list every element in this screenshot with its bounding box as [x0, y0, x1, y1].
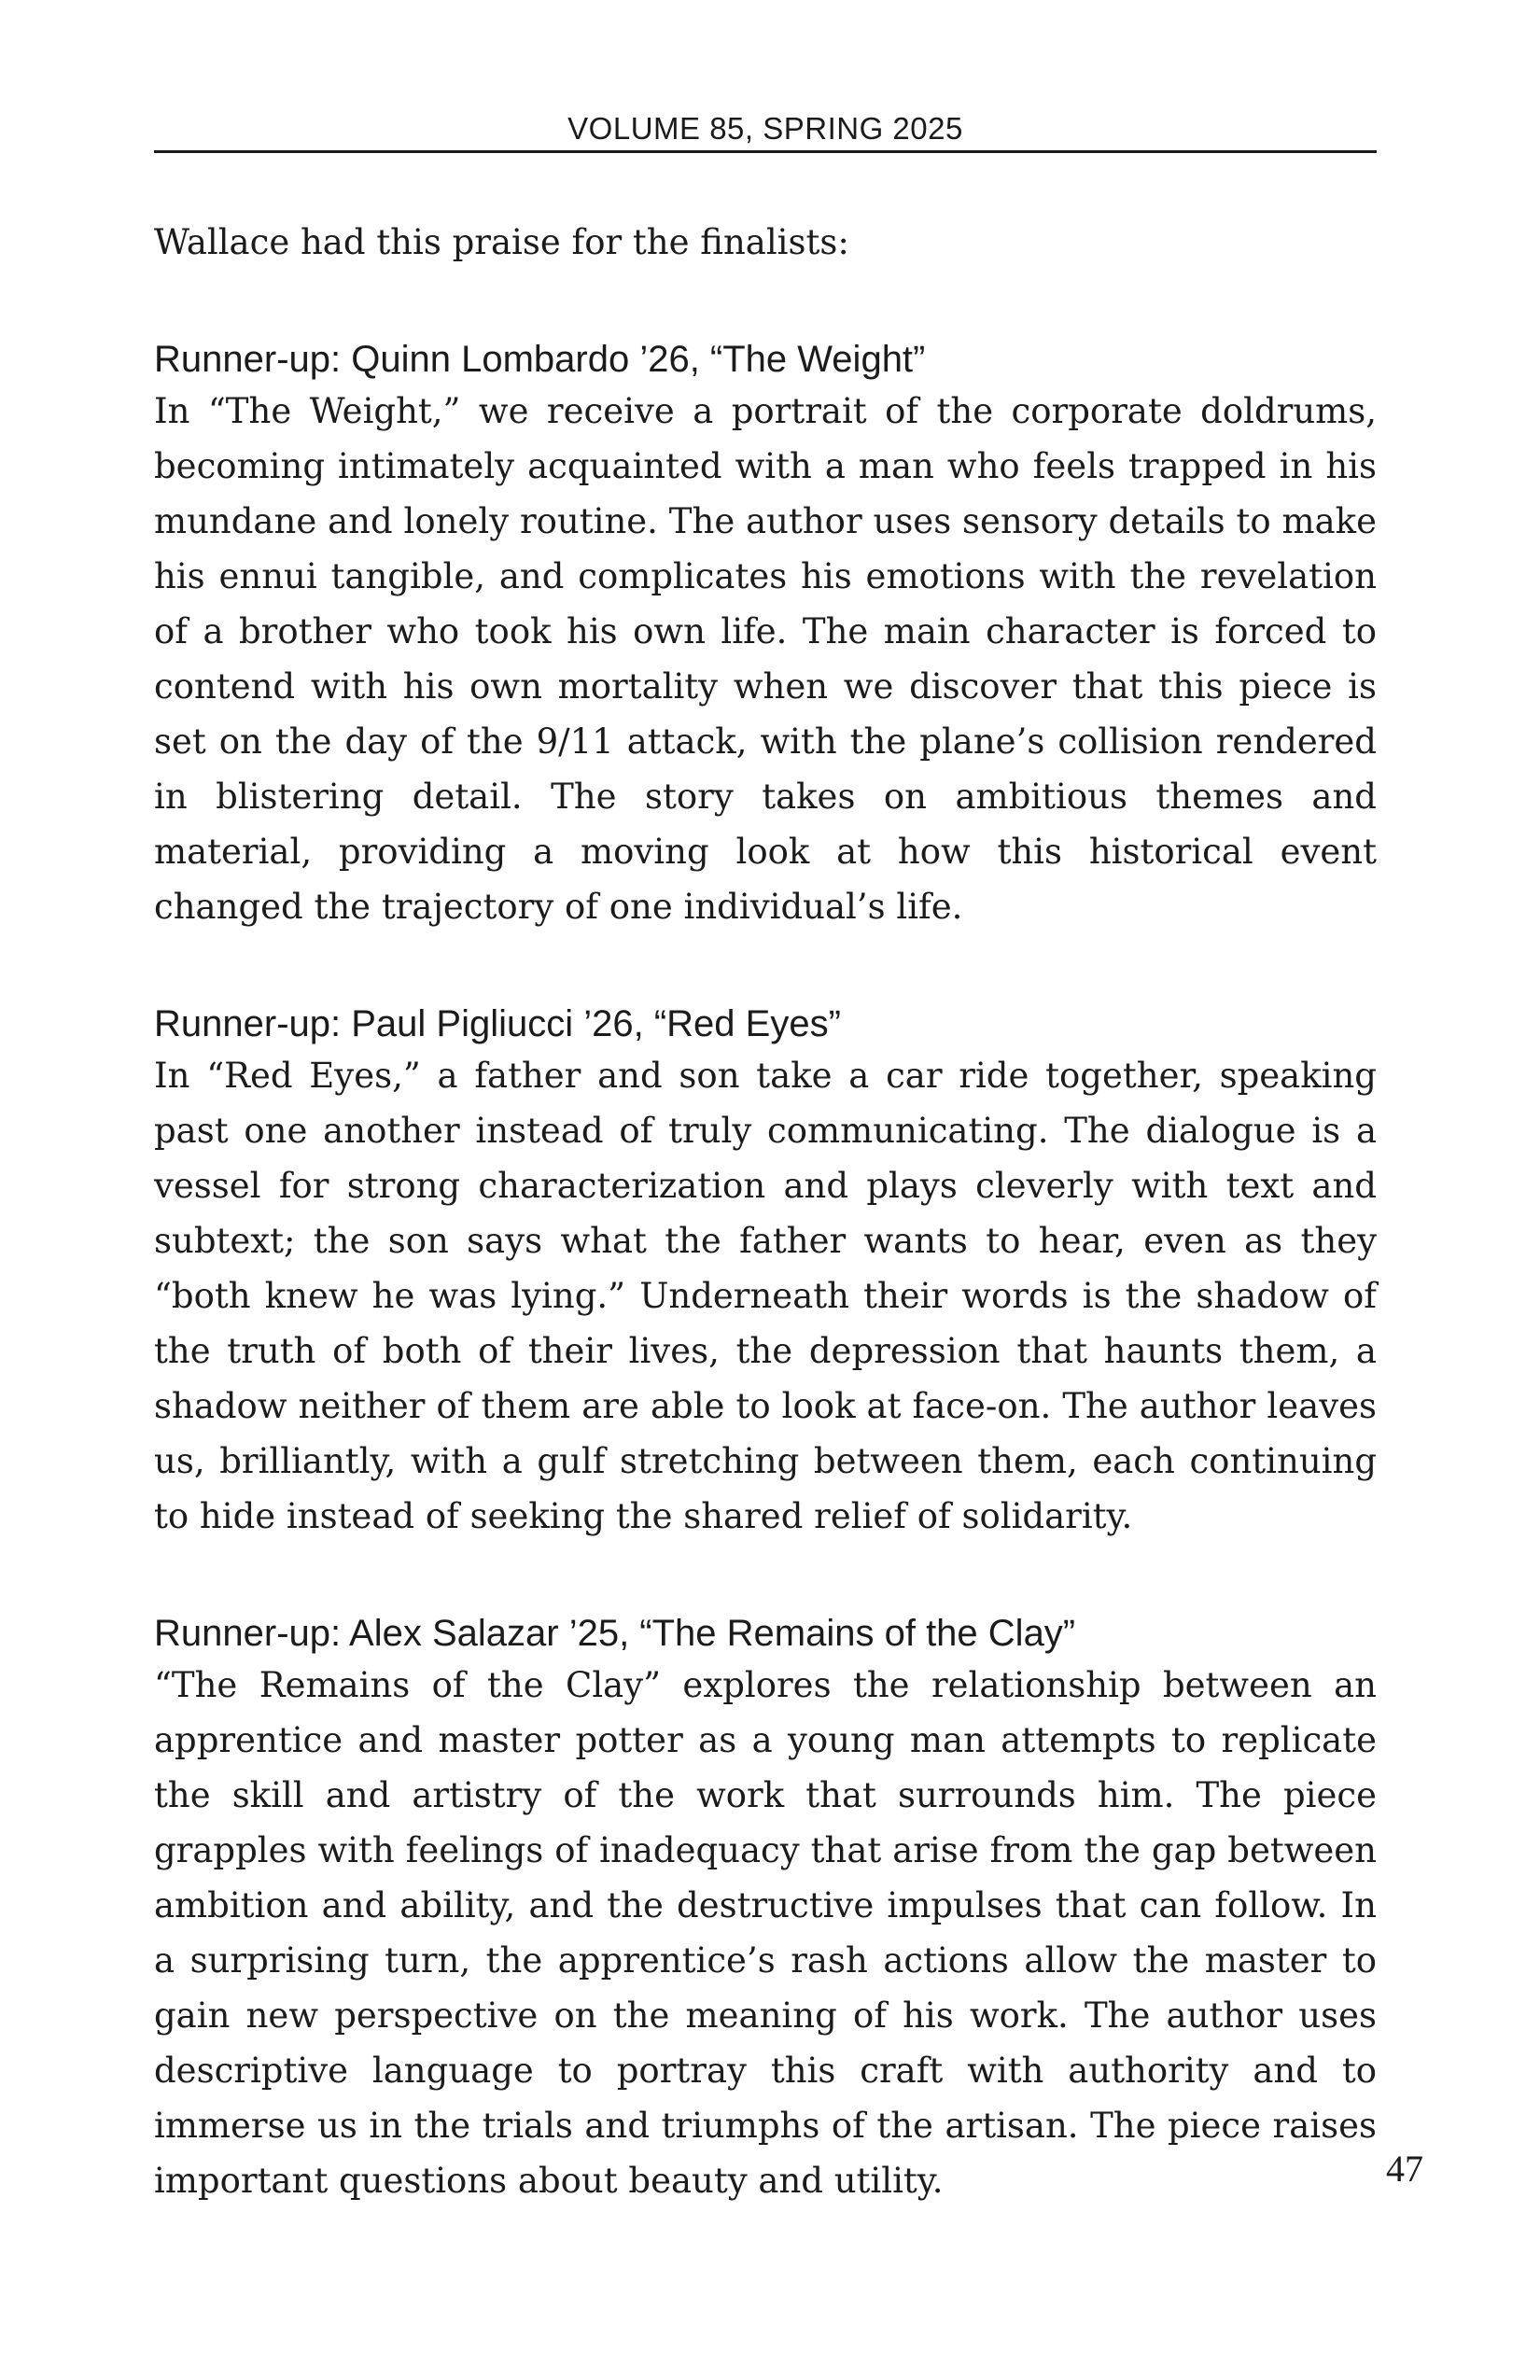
running-head: VOLUME 85, SPRING 2025: [567, 111, 963, 146]
header-rule: [154, 150, 1377, 153]
entry-the-weight: [154, 335, 1377, 934]
entry-remains-of-the-clay: [154, 1609, 1377, 2208]
entry-heading: Runner-up: Alex Salazar ’25, “The Remains of the Clay”: [154, 1613, 1076, 1654]
entry-heading: Runner-up: Quinn Lombardo ’26, “The Weight”: [154, 339, 926, 380]
entry-heading: Runner-up: Paul Pigliucci ’26, “Red Eyes”: [154, 1003, 841, 1044]
entry-body: In “Red Eyes,” a father and son take a car ride together, speaking past one another instead of truly communicating. The dialogue is a vessel for strong characterization and plays cleverly with text and subtext; the son says what the father wants to hear, even as they “both knew he was lying.” Underneath their words is the shadow of the truth of both of their lives, the depression that haunts them, a shadow neither of them are able to look at face-on. The author leaves us, brilliantly, with a gulf stretching between them, each continuing to hide instead of seeking the shared relief of solidarity.: [154, 1056, 1377, 1536]
intro-paragraph: Wallace had this praise for the finalists:: [154, 222, 849, 262]
page-content: [154, 215, 1377, 2274]
entry-body: “The Remains of the Clay” explores the relationship between an apprentice and master potter as a young man attempts to replicate the skill and artistry of the work that surrounds him. The piece grapples with feelings of inadequacy that arise from the gap between ambition and ability, and the destructive impulses that can follow. In a surprising turn, the apprentice’s rash actions allow the master to gain new perspective on the meaning of his work. The author uses descriptive language to portray this craft with authority and to immerse us in the trials and triumphs of the artisan. The piece raises important questions about beauty and utility.: [154, 1665, 1377, 2201]
entry-body: In “The Weight,” we receive a portrait of the corporate doldrums, becoming intimately acquainted with a man who feels trapped in his mundane and lonely routine. The author uses sensory details to make his ennui tangible, and complicates his emotions with the revelation of a brother who took his own life. The main character is forced to contend with his own mortality when we discover that this piece is set on the day of the 9/11 attack, with the plane’s collision rendered in blistering detail. The story takes on ambitious themes and material, providing a moving look at how this historical event changed the trajectory of one individual’s life.: [154, 391, 1377, 927]
entry-red-eyes: [154, 1000, 1377, 1544]
page-number: 47: [1386, 2148, 1423, 2190]
